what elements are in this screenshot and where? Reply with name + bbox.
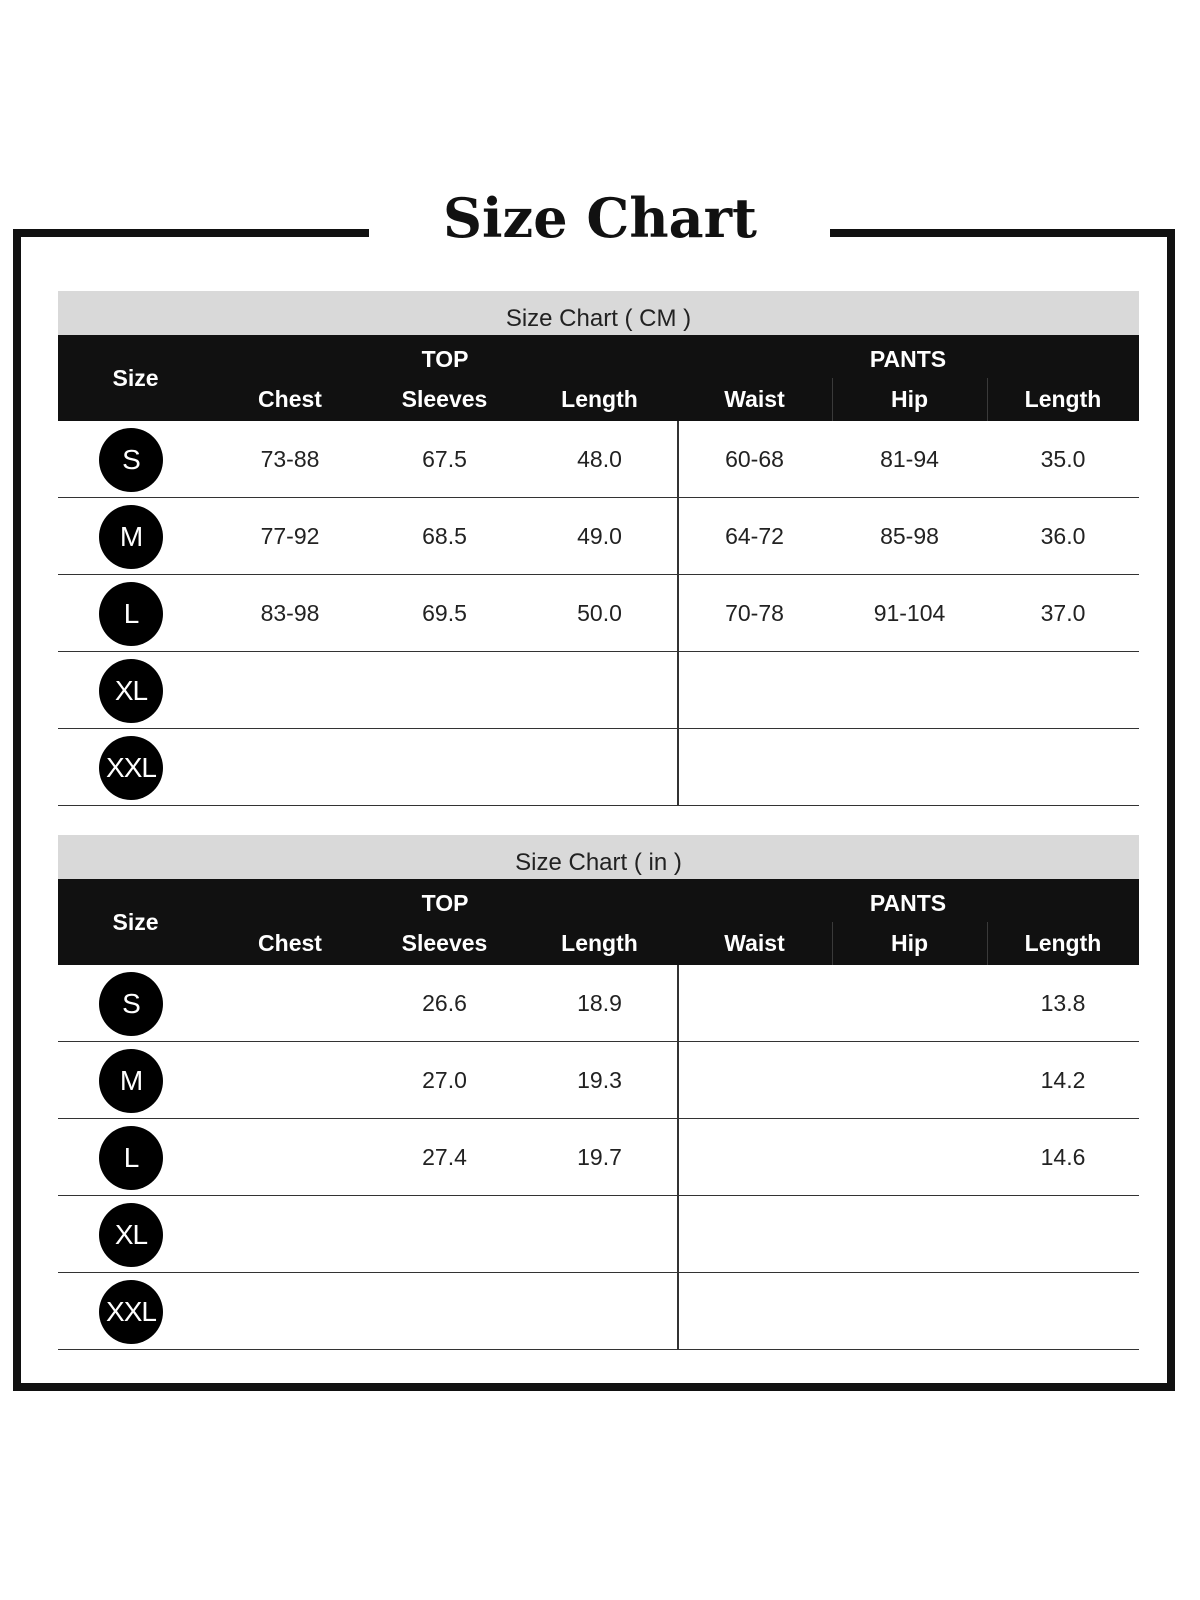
table-caption: Size Chart ( in ) [58, 835, 1139, 879]
size-badge: XL [99, 659, 163, 723]
header-divider [987, 922, 988, 965]
table-cell [677, 1119, 832, 1196]
column-header: Sleeves [401, 930, 488, 956]
size-column-header: Size [112, 909, 159, 935]
header-divider [832, 922, 833, 965]
column-header: Hip [890, 386, 929, 412]
table-cell [987, 1273, 1139, 1350]
table-caption: Size Chart ( CM ) [58, 291, 1139, 335]
table-cell: 27.0 [422, 1067, 467, 1093]
size-badge: XL [99, 1203, 163, 1267]
column-header: Chest [258, 930, 322, 956]
column-header: Sleeves [401, 386, 488, 412]
table-cell [213, 1119, 367, 1196]
column-header: Length [561, 386, 638, 412]
size-badge: L [99, 582, 163, 646]
table-cell: 69.5 [422, 600, 467, 626]
table-row [58, 1119, 1139, 1196]
table-row [58, 1196, 1139, 1273]
pants-group-header: PANTS [869, 890, 947, 916]
column-header: Length [561, 930, 638, 956]
table-cell: 19.7 [577, 1144, 622, 1170]
top-pants-divider [677, 965, 679, 1350]
table-cell [677, 652, 832, 729]
table-row [58, 965, 1139, 1042]
size-badge: M [99, 1049, 163, 1113]
table-body [58, 965, 1139, 1350]
table-cell [213, 965, 367, 1042]
table-row [58, 652, 1139, 729]
table-cell [677, 1196, 832, 1273]
table-cell: 81-94 [880, 446, 939, 472]
table-row [58, 729, 1139, 806]
column-header: Length [1024, 386, 1102, 412]
table-cell [677, 1042, 832, 1119]
table-cell: 73-88 [260, 446, 320, 472]
table-cell: 70-78 [725, 600, 784, 626]
table-cell [213, 1273, 367, 1350]
table-cell [832, 965, 987, 1042]
table-cell: 27.4 [422, 1144, 467, 1170]
table-cell: 19.3 [577, 1067, 622, 1093]
table-cell [213, 652, 367, 729]
table-cell [832, 1196, 987, 1273]
table-cell: 26.6 [422, 990, 467, 1016]
table-row [58, 1042, 1139, 1119]
table-cell: 35.0 [1040, 446, 1086, 472]
table-cell [832, 1042, 987, 1119]
size-badge: L [99, 1126, 163, 1190]
top-group-header: TOP [421, 890, 469, 916]
table-cell: 77-92 [260, 523, 320, 549]
table-cell [677, 729, 832, 806]
size-badge: M [99, 505, 163, 569]
table-cell: 37.0 [1040, 600, 1086, 626]
top-group-header: TOP [421, 346, 469, 372]
table-row [58, 575, 1139, 652]
table-body [58, 421, 1139, 806]
table-cell [213, 729, 367, 806]
table-cell [367, 729, 522, 806]
table-cell: 36.0 [1040, 523, 1086, 549]
table-header [58, 335, 1139, 421]
table-cell [832, 729, 987, 806]
column-header: Hip [890, 930, 929, 956]
column-header: Waist [724, 930, 785, 956]
table-cell [522, 729, 677, 806]
column-header: Length [1024, 930, 1102, 956]
table-cell [987, 729, 1139, 806]
table-cell: 14.2 [1040, 1067, 1086, 1093]
table-cell [832, 1119, 987, 1196]
table-cell [987, 1196, 1139, 1273]
pants-group-header: PANTS [869, 346, 947, 372]
table-cell [987, 652, 1139, 729]
header-divider [987, 378, 988, 421]
table-cell: 91-104 [873, 600, 946, 626]
table-cell [213, 1196, 367, 1273]
size-column-header: Size [112, 365, 159, 391]
size-badge: S [99, 972, 163, 1036]
table-cell [367, 652, 522, 729]
table-cell [832, 652, 987, 729]
table-cell: 64-72 [725, 523, 784, 549]
table-cell: 67.5 [422, 446, 467, 472]
table-cell [367, 1196, 522, 1273]
table-cell: 18.9 [577, 990, 622, 1016]
table-cell [522, 1273, 677, 1350]
table-cell: 14.6 [1040, 1144, 1086, 1170]
table-cell [367, 1273, 522, 1350]
header-divider [832, 378, 833, 421]
table-cell: 83-98 [260, 600, 320, 626]
size-badge: XXL [99, 736, 163, 800]
table-cell [213, 1042, 367, 1119]
table-cell [832, 1273, 987, 1350]
table-cell: 68.5 [422, 523, 467, 549]
table-row [58, 1273, 1139, 1350]
top-pants-divider [677, 421, 679, 806]
size-chart-in [58, 835, 1139, 1350]
page-title: Size Chart [443, 186, 757, 250]
size-badge: XXL [99, 1280, 163, 1344]
column-header: Chest [258, 386, 322, 412]
table-cell [677, 1273, 832, 1350]
table-row [58, 498, 1139, 575]
table-cell: 50.0 [577, 600, 622, 626]
size-chart-cm [58, 291, 1139, 806]
table-header [58, 879, 1139, 965]
table-cell: 60-68 [725, 446, 784, 472]
size-badge: S [99, 428, 163, 492]
table-cell: 48.0 [577, 446, 622, 472]
table-cell: 85-98 [880, 523, 939, 549]
table-cell [522, 1196, 677, 1273]
table-cell: 13.8 [1040, 990, 1086, 1016]
table-cell [677, 965, 832, 1042]
table-cell [522, 652, 677, 729]
table-row [58, 421, 1139, 498]
column-header: Waist [724, 386, 785, 412]
table-cell: 49.0 [577, 523, 622, 549]
